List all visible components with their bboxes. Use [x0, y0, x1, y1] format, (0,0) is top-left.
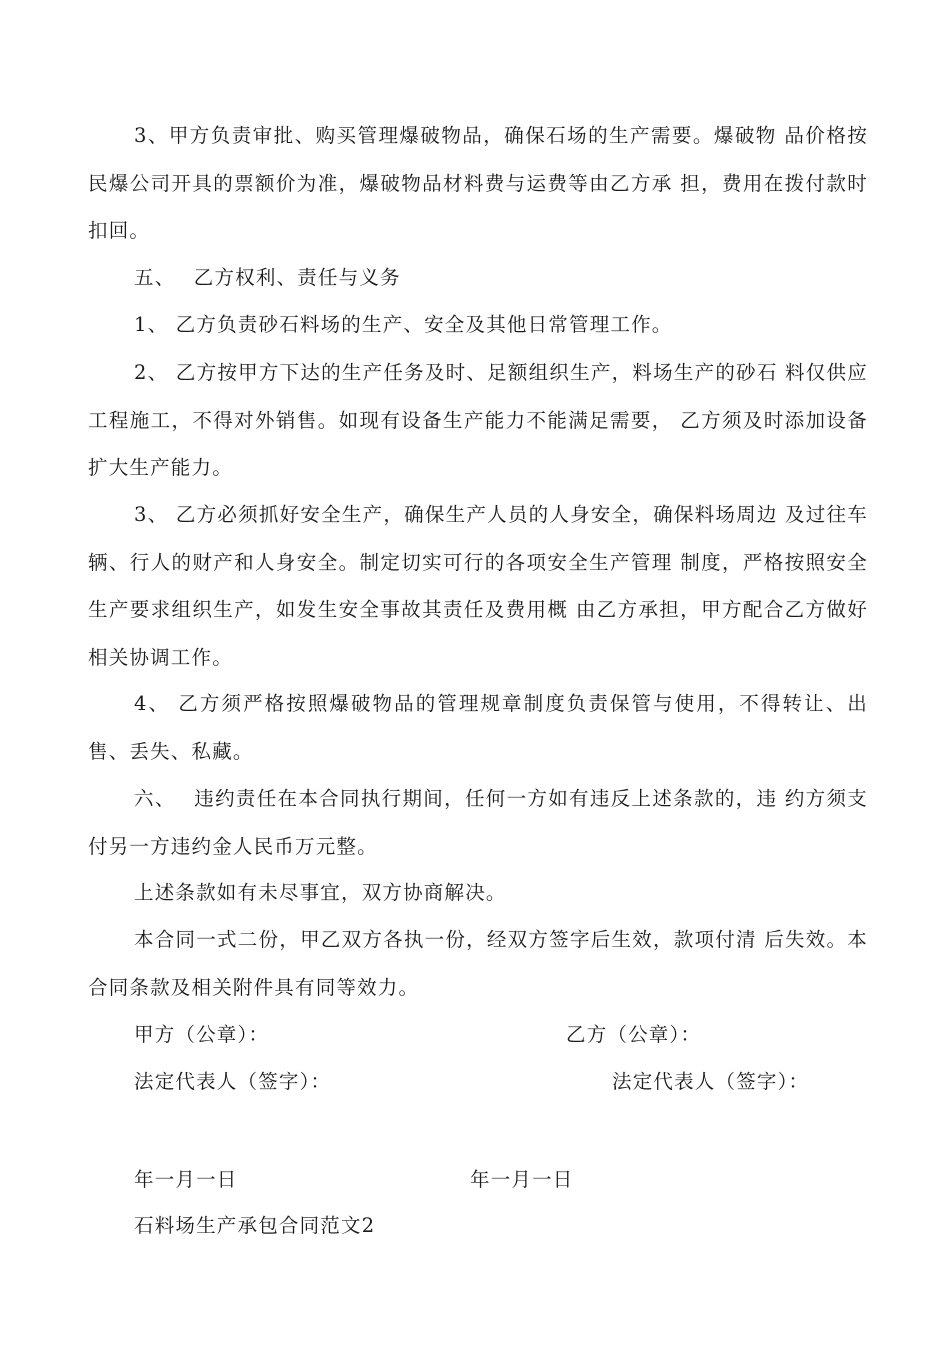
party-b-date: 年一月一日: [470, 1168, 574, 1191]
next-document-title: 石料场生产承包合同范文2: [134, 1214, 376, 1237]
clause-jia-3: 3、甲方负责审批、购买管理爆破物品，确保石场的生产需要。爆破物 品价格按民爆公司开具的票额价为准，爆破物品材料费与运费等由乙方承 担，费用在拨付款时扣回。: [88, 124, 868, 242]
clause-yi-4: 4、 乙方须严格按照爆破物品的管理规章制度负责保管与使用，不得转让、出售、丢失、私藏。: [88, 692, 868, 763]
copies-clause: 本合同一式二份，甲乙双方各执一份，经双方签字后生效，款项付清 后失效。本合同条款及相关附件具有同等效力。: [88, 928, 868, 999]
clause-yi-1: 1、 乙方负责砂石料场的生产、安全及其他日常管理工作。: [134, 313, 673, 336]
negotiation-clause: 上述条款如有未尽事宜，双方协商解决。: [134, 881, 507, 904]
section-5-title: 五、 乙方权利、责任与义务: [134, 266, 401, 289]
clause-yi-3: 3、 乙方必须抓好安全生产，确保生产人员的人身安全，确保料场周边 及过往车辆、行人的财产和人身安全。制定切实可行的各项安全生产管理 制度，严格按照安全生产要求组织生产，如发生安全事故其责任及费用概 由乙方承担，甲方配合乙方做好相关协调工作。: [88, 503, 868, 669]
party-a-date: 年一月一日: [134, 1168, 238, 1191]
clause-yi-2: 2、 乙方按甲方下达的生产任务及时、足额组织生产，料场生产的砂石 料仅供应工程施工，不得对外销售。如现有设备生产能力不能满足需要， 乙方须及时添加设备扩大生产能力。: [88, 361, 868, 479]
party-b-seal-label: 乙方（公章）：: [566, 1023, 702, 1046]
party-b-rep-label: 法定代表人（签字）：: [612, 1070, 810, 1093]
party-a-rep-label: 法定代表人（签字）：: [134, 1070, 332, 1093]
section-6-breach: 六、 违约责任在本合同执行期间，任何一方如有违反上述条款的，违 约方须支付另一方违约金人民币万元整。: [88, 787, 868, 858]
party-a-seal-label: 甲方（公章）：: [134, 1023, 270, 1046]
